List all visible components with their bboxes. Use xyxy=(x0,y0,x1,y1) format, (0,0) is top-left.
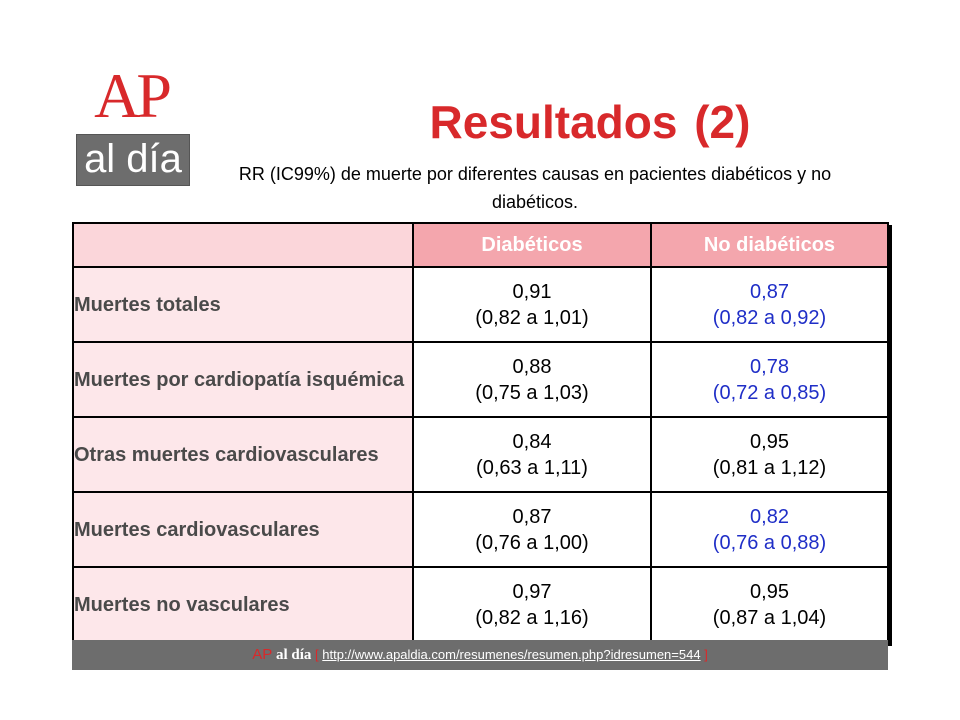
logo-box xyxy=(76,134,190,186)
logo-aldia-text: al día xyxy=(84,137,182,181)
footer-brand-ap: AP xyxy=(252,646,273,663)
rr-value: 0,87 xyxy=(750,280,789,303)
ci-value: (0,82 a 0,92) xyxy=(712,306,827,329)
table-row xyxy=(73,267,888,342)
rr-value: 0,82 xyxy=(750,505,789,528)
diabeticos-cell xyxy=(413,567,651,642)
rr-value: 0,88 xyxy=(512,355,552,378)
rr-value: 0,78 xyxy=(750,355,789,378)
row-label: Otras muertes cardiovasculares xyxy=(73,417,413,492)
header-cell-no-diabeticos: No diabéticos xyxy=(651,223,888,267)
rr-value: 0,95 xyxy=(750,580,789,603)
footer-bar xyxy=(72,640,888,670)
table-row xyxy=(73,567,888,642)
rr-value: 0,87 xyxy=(512,505,552,528)
no-diabeticos-cell xyxy=(651,417,888,492)
no-diabeticos-cell xyxy=(651,342,888,417)
diabeticos-cell xyxy=(413,342,651,417)
rr-value: 0,97 xyxy=(512,580,552,603)
no-diabeticos-cell xyxy=(651,267,888,342)
results-table xyxy=(72,222,889,643)
rr-value: 0,91 xyxy=(512,280,552,303)
row-label: Muertes cardiovasculares xyxy=(73,492,413,567)
diabeticos-cell xyxy=(413,417,651,492)
no-diabeticos-cell xyxy=(651,492,888,567)
logo-ap-text: AP xyxy=(94,60,168,131)
ci-value: (0,82 a 1,16) xyxy=(475,606,589,629)
no-diabeticos-cell xyxy=(651,567,888,642)
rr-value: 0,84 xyxy=(512,430,552,453)
footer-brand-aldia: al día xyxy=(272,647,312,663)
ci-value: (0,76 a 1,00) xyxy=(475,531,589,554)
table-row xyxy=(73,342,888,417)
header-cell-empty xyxy=(73,223,413,267)
table-row xyxy=(73,492,888,567)
ci-value: (0,72 a 0,85) xyxy=(712,381,827,404)
footer-bracket-close: ] xyxy=(704,647,708,662)
footer-link[interactable]: http://www.apaldia.com/resumenes/resumen.php?idresumen=544 xyxy=(322,647,701,662)
table-header-row xyxy=(73,223,888,267)
ci-value: (0,63 a 1,11) xyxy=(476,456,588,479)
apaldia-logo xyxy=(72,62,190,186)
ci-value: (0,76 a 0,88) xyxy=(712,531,827,554)
ci-value: (0,81 a 1,12) xyxy=(712,456,827,479)
row-label: Muertes por cardiopatía isquémica xyxy=(73,342,413,417)
rr-value: 0,95 xyxy=(750,430,789,453)
footer-brand xyxy=(252,646,311,663)
page-subtitle: RR (IC99%) de muerte por diferentes causas en pacientes diabéticos y no diabéticos. xyxy=(238,164,832,212)
table-row xyxy=(73,417,888,492)
ci-value: (0,82 a 1,01) xyxy=(475,306,589,329)
diabeticos-cell xyxy=(413,492,651,567)
diabeticos-cell xyxy=(413,267,651,342)
header-cell-diabeticos: Diabéticos xyxy=(413,223,651,267)
page-title: Resultados (2) xyxy=(429,96,751,148)
ci-value: (0,75 a 1,03) xyxy=(475,381,589,404)
footer-bracket-open: [ xyxy=(315,647,319,662)
row-label: Muertes no vasculares xyxy=(73,567,413,642)
row-label: Muertes totales xyxy=(73,267,413,342)
ci-value: (0,87 a 1,04) xyxy=(712,606,827,629)
